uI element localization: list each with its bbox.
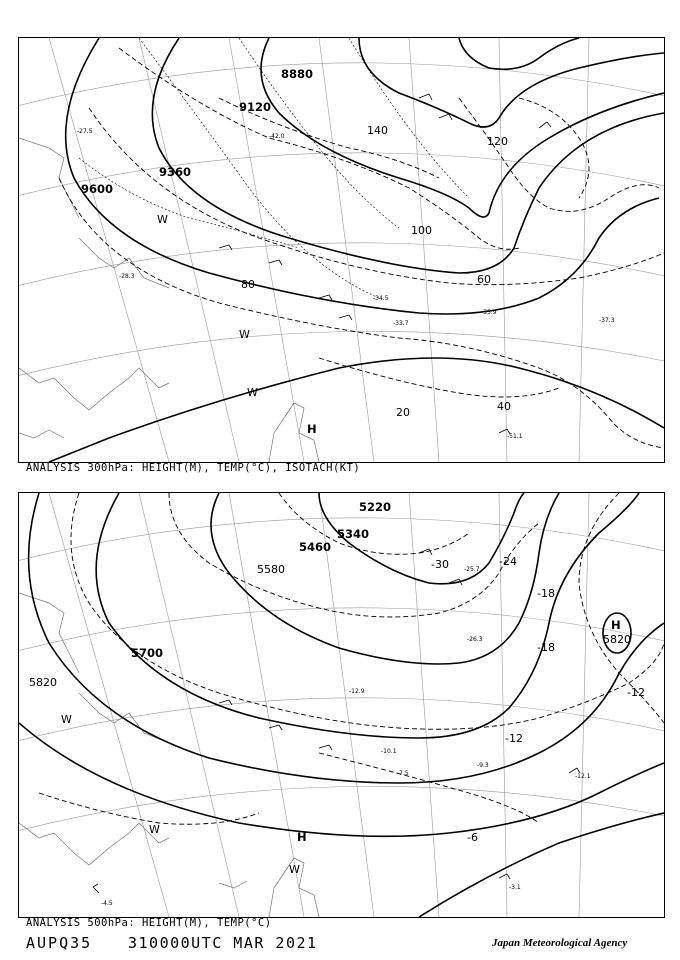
- valid-time: 310000UTC MAR 2021: [128, 934, 318, 952]
- temp-label: -28.3: [119, 273, 135, 280]
- isotherm-labels: [431, 555, 645, 844]
- isotherm-label: -24: [499, 555, 517, 568]
- isotherm-label: -18: [537, 641, 555, 654]
- isotach-label-40: 40: [497, 400, 511, 413]
- isotach-label-100: 100: [411, 224, 432, 237]
- lower-map-canvas: [19, 493, 664, 917]
- high-pressure-center: H: [307, 422, 317, 436]
- temp-label: -10.1: [381, 748, 397, 755]
- wind-mark: W: [157, 213, 168, 226]
- height-label-5820: 5820: [603, 633, 631, 646]
- isotherm-label: -30: [431, 558, 449, 571]
- height-contours: [19, 493, 664, 917]
- height-label-9600: 9600: [81, 182, 114, 196]
- temp-label: -26.3: [467, 636, 483, 643]
- temperature-labels: [77, 128, 615, 440]
- coastline: [19, 138, 319, 462]
- high-pressure-center: H: [297, 830, 307, 844]
- isotherm-label: -12: [627, 686, 645, 699]
- isotach-label-120: 120: [487, 135, 508, 148]
- isotach-label-140: 140: [367, 124, 388, 137]
- height-contours: [49, 38, 664, 462]
- temp-label: -35.9: [481, 309, 497, 316]
- wind-mark: W: [61, 713, 72, 726]
- temp-label: -25.7: [464, 566, 480, 573]
- height-label-5580: 5580: [257, 563, 285, 576]
- isotherm-label: -6: [467, 831, 478, 844]
- wind-mark: W: [149, 823, 160, 836]
- isotach-label-80: 80: [241, 278, 255, 291]
- temp-label: -42.0: [269, 133, 285, 140]
- isotherm-label: -12: [505, 732, 523, 745]
- height-label-5220: 5220: [359, 500, 392, 514]
- high-pressure-center: H: [611, 618, 621, 632]
- height-label-5340: 5340: [337, 527, 370, 541]
- temp-label: -27.5: [77, 128, 93, 135]
- temp-label: -12.1: [575, 773, 591, 780]
- temp-label: -51.1: [507, 433, 523, 440]
- isotach-label-60: 60: [477, 273, 491, 286]
- wind-mark: W: [239, 328, 250, 341]
- upper-chart-300hpa: [18, 37, 665, 463]
- height-label-5700: 5700: [131, 646, 164, 660]
- isotach-lines: [59, 48, 664, 448]
- height-labels: [81, 67, 313, 196]
- upper-chart-caption: ANALYSIS 300hPa: HEIGHT(M), TEMP(°C), ISOTACH(KT): [26, 462, 361, 474]
- agency-name: Japan Meteorological Agency: [492, 937, 628, 949]
- temp-label: -7.5: [397, 770, 409, 777]
- height-label-5820: 5820: [29, 676, 57, 689]
- temp-label: -37.3: [599, 317, 615, 324]
- temp-label: -3.1: [509, 884, 521, 891]
- temp-label: -12.9: [349, 688, 365, 695]
- temp-label: -34.5: [373, 295, 389, 302]
- temp-label: -33.7: [393, 320, 409, 327]
- upper-map-canvas: [19, 38, 664, 462]
- temp-label: -9.3: [477, 762, 489, 769]
- isotherm-lines: [79, 38, 469, 298]
- wind-mark: W: [289, 863, 300, 876]
- height-label-9120: 9120: [239, 100, 272, 114]
- wind-mark: W: [247, 386, 258, 399]
- lower-chart-caption: ANALYSIS 500hPa: HEIGHT(M), TEMP(°C): [26, 917, 272, 929]
- lower-chart-500hpa: [18, 492, 665, 918]
- height-label-8880: 8880: [281, 67, 314, 81]
- temp-label: -4.5: [101, 900, 113, 907]
- height-label-5460: 5460: [299, 540, 332, 554]
- chart-id: AUPQ35: [26, 934, 93, 952]
- height-label-9360: 9360: [159, 165, 192, 179]
- isotherm-label: -18: [537, 587, 555, 600]
- graticule: [19, 493, 664, 917]
- graticule: [19, 38, 664, 462]
- coastline: [19, 593, 319, 917]
- isotach-label-20: 20: [396, 406, 410, 419]
